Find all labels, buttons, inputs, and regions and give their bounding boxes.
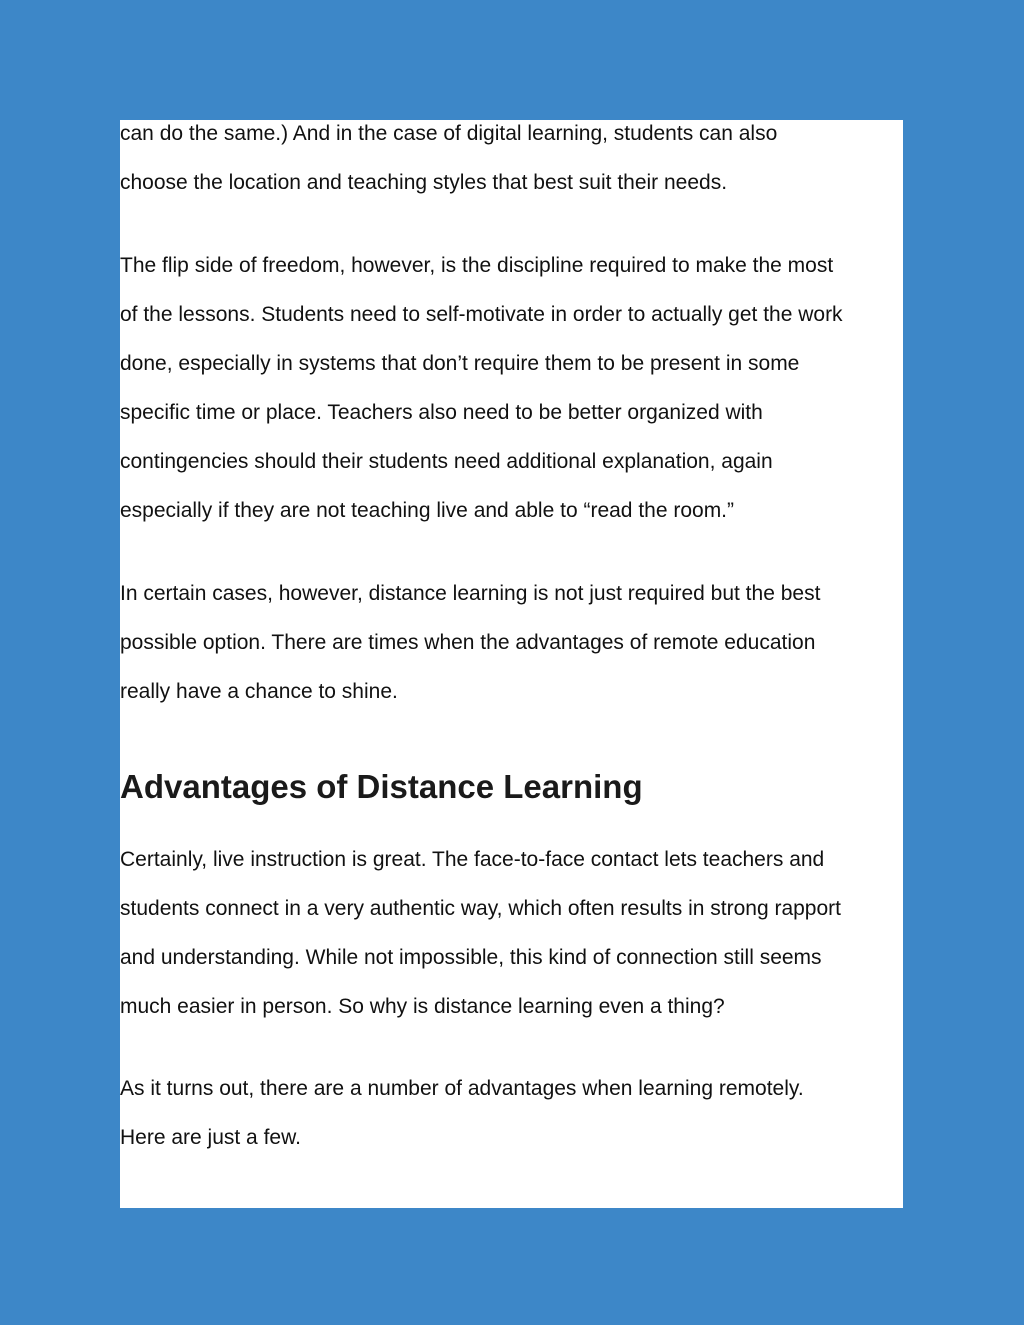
text-line: really have a chance to shine.: [120, 680, 398, 703]
text-line: can do the same.) And in the case of digital learning, students can also: [120, 122, 778, 145]
paragraph-advantages-intro: [120, 1064, 903, 1162]
text-line: specific time or place. Teachers also need to be better organized with: [120, 401, 763, 424]
text-line: As it turns out, there are a number of advantages when learning remotely.: [120, 1077, 804, 1100]
text-line: In certain cases, however, distance learning is not just required but the best: [120, 582, 821, 605]
text-line: especially if they are not teaching live and able to “read the room.”: [120, 499, 735, 522]
document-page: [120, 120, 903, 1208]
section-heading: Advantages of Distance Learning: [120, 768, 643, 805]
text-line: done, especially in systems that don’t require them to be present in some: [120, 352, 800, 375]
text-line: students connect in a very authentic way, which often results in strong rapport: [120, 897, 841, 920]
text-line: Certainly, live instruction is great. The face-to-face contact lets teachers and: [120, 848, 825, 871]
text-line: possible option. There are times when the advantages of remote education: [120, 631, 816, 654]
text-line: and understanding. While not impossible, this kind of connection still seems: [120, 946, 822, 969]
text-line: of the lessons. Students need to self-motivate in order to actually get the work: [120, 303, 843, 326]
text-line: much easier in person. So why is distance learning even a thing?: [120, 995, 725, 1018]
text-line: contingencies should their students need additional explanation, again: [120, 450, 773, 473]
paragraph-live-instruction: [120, 835, 903, 1031]
paragraph-certain-cases: [120, 569, 903, 716]
text-line: Here are just a few.: [120, 1126, 301, 1149]
paragraph-flip-side-of-freedom: [120, 241, 903, 535]
paragraph-digital-learning: [120, 109, 903, 207]
text-line: The flip side of freedom, however, is the discipline required to make the most: [120, 254, 834, 277]
text-line: choose the location and teaching styles that best suit their needs.: [120, 171, 728, 194]
